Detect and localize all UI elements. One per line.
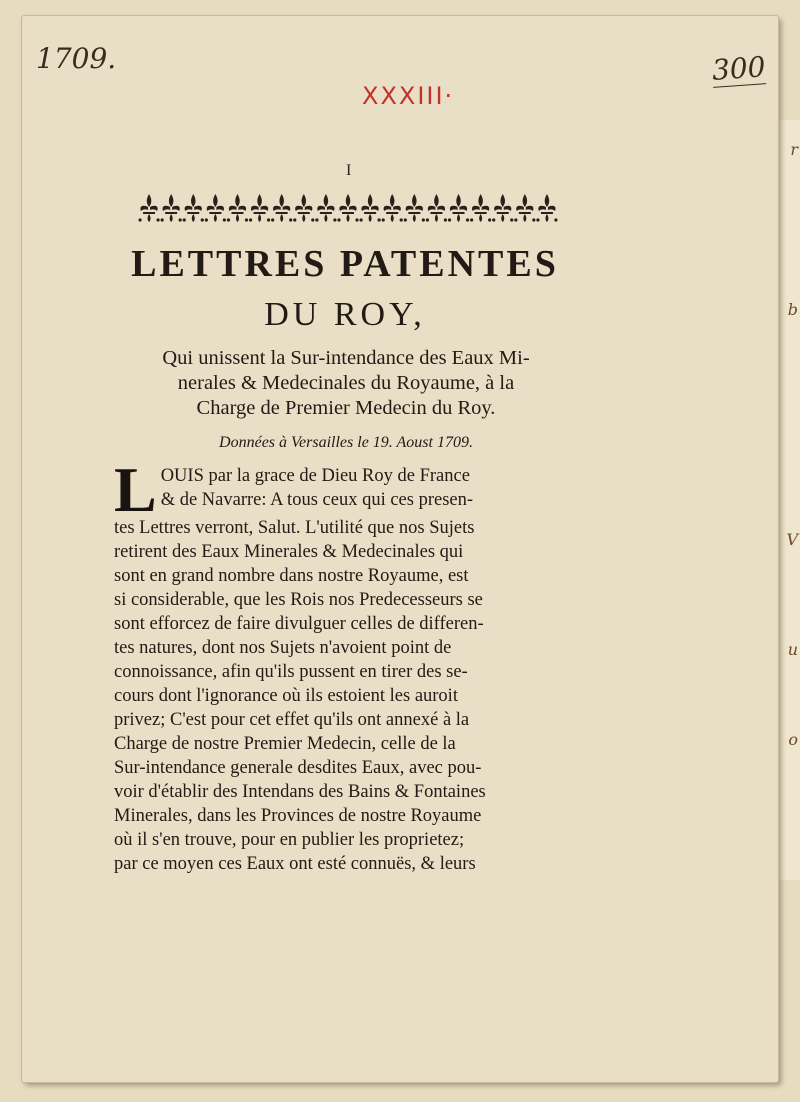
fleur-de-lis-icon bbox=[271, 194, 292, 222]
body-line: Minerales, dans les Provinces de nostre Royaume bbox=[114, 806, 482, 826]
margin-script-fragment: r bbox=[790, 140, 798, 159]
fleur-de-lis-icon bbox=[315, 194, 336, 222]
fleur-de-lis-icon bbox=[448, 194, 469, 222]
summary-line: Qui unissent la Sur-intendance des Eaux Mi- bbox=[162, 347, 530, 369]
body-line: Charge de nostre Premier Medecin, celle de la bbox=[114, 734, 456, 754]
fleur-de-lis-icon bbox=[426, 194, 447, 222]
body-line: tes natures, dont nos Sujets n'avoient point de bbox=[114, 638, 452, 658]
handwritten-year-annotation: 1709. bbox=[36, 42, 117, 75]
body-line: sont efforcez de faire divulguer celles de differen- bbox=[114, 614, 484, 634]
fleur-de-lis-icon bbox=[360, 194, 381, 222]
fleur-de-lis-icon bbox=[227, 194, 248, 222]
fleur-de-lis-icon bbox=[404, 194, 425, 222]
body-line: cours dont l'ignorance où ils estoient les auroit bbox=[114, 686, 458, 706]
fleur-de-lis-icon bbox=[138, 194, 159, 222]
body-text bbox=[114, 454, 550, 876]
body-line: Sur-intendance generale desdites Eaux, avec pou- bbox=[114, 758, 482, 778]
fleur-de-lis-icon bbox=[183, 194, 204, 222]
margin-script-fragment: u bbox=[787, 640, 798, 659]
summary-line: nerales & Medecinales du Royaume, à la bbox=[177, 372, 515, 394]
fleur-de-lis-icon bbox=[514, 194, 535, 222]
signature-mark: I bbox=[346, 162, 352, 179]
body-line: & de Navarre: A tous ceux qui ces presen- bbox=[160, 490, 474, 510]
body-line: où il s'en trouve, pour en publier les proprietez; bbox=[114, 830, 465, 850]
body-line: connoissance, afin qu'ils pussent en tirer des se- bbox=[114, 662, 468, 682]
fleur-de-lis-icon bbox=[382, 194, 403, 222]
summary-line: Charge de Premier Medecin du Roy. bbox=[196, 397, 496, 419]
body-line: privez; C'est pour cet effet qu'ils ont annexé à la bbox=[114, 710, 470, 730]
fleur-de-lis-icon bbox=[249, 194, 270, 222]
handwritten-folio-number: 300 bbox=[710, 50, 767, 87]
document-subtitle: DU ROY, bbox=[264, 296, 426, 333]
margin-script-fragment: o bbox=[788, 730, 798, 749]
fleur-de-lis-icon bbox=[536, 194, 557, 222]
drop-cap: L bbox=[114, 454, 157, 525]
document-title: LETTRES PATENTES bbox=[131, 243, 559, 285]
document-summary bbox=[130, 346, 562, 421]
body-line: tes Lettres verront, Salut. L'utilité que nos Sujets bbox=[114, 518, 475, 538]
fleur-de-lis-icon bbox=[293, 194, 314, 222]
fleur-de-lis-icon bbox=[470, 194, 491, 222]
fleur-de-lis-icon bbox=[492, 194, 513, 222]
fleur-de-lis-band-icon bbox=[138, 188, 558, 228]
document-date: Données à Versailles le 19. Aoust 1709. bbox=[219, 434, 473, 451]
body-line: si considerable, que les Rois nos Predecesseurs se bbox=[114, 590, 483, 610]
red-roman-numeral-annotation: XXXIII· bbox=[362, 82, 455, 110]
body-line: retirent des Eaux Minerales & Medecinales qui bbox=[114, 542, 464, 562]
body-line: sont en grand nombre dans nostre Royaume, est bbox=[114, 566, 469, 586]
document-page bbox=[22, 16, 778, 1082]
fleur-de-lis-icon bbox=[161, 194, 182, 222]
fleur-de-lis-icon bbox=[337, 194, 358, 222]
fleur-de-lis-icon bbox=[205, 194, 226, 222]
body-line: OUIS par la grace de Dieu Roy de France bbox=[160, 466, 470, 486]
margin-script-fragment: b bbox=[787, 300, 798, 319]
margin-script-fragment: V bbox=[786, 530, 798, 549]
body-line: voir d'établir des Intendans des Bains & Fontaines bbox=[114, 782, 486, 802]
body-line: par ce moyen ces Eaux ont esté connuës, & leurs bbox=[114, 854, 476, 874]
